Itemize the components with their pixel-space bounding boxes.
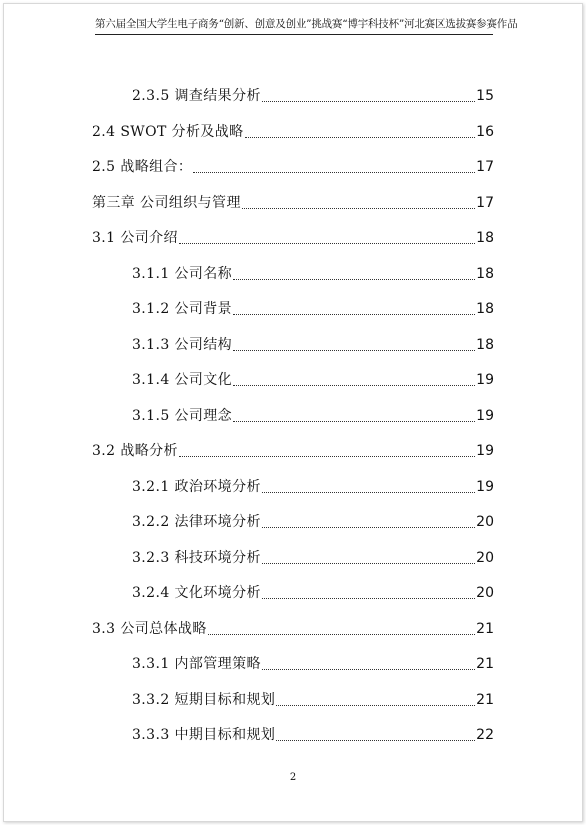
toc-entry[interactable] [132,370,494,390]
page-header: 第六届全国大学生电子商务“创新、创意及创业”挑战赛“博宇科技杯”河北赛区选拔赛参赛作品 [95,18,518,30]
toc-entry[interactable] [132,654,494,674]
toc-entry[interactable] [132,299,494,319]
toc-entry-title: 3.3.2 短期目标和规划 [132,692,276,708]
toc-entry-title: 3.2.1 政治环境分析 [132,479,261,495]
toc-entry-title: 3.1.2 公司背景 [132,301,233,317]
toc-entry-title: 3.2.4 文化环境分析 [132,585,261,601]
toc-entry[interactable] [132,725,494,745]
toc-entry-page: 18 [476,337,494,353]
toc-dot-leader [262,492,475,493]
toc-entry-page: 20 [476,514,494,530]
toc-dot-leader [245,137,476,138]
toc-entry-page: 19 [476,443,494,459]
toc-entry-title: 2.5 战略组合： [92,159,193,175]
toc-entry[interactable] [132,583,494,603]
toc-entry[interactable] [92,193,494,213]
toc-entry-title: 第三章 公司组织与管理 [92,195,241,211]
toc-entry-page: 19 [476,479,494,495]
toc-entry[interactable] [92,157,494,177]
toc-entry-title: 3.3.1 内部管理策略 [132,656,261,672]
toc-entry-title: 3.2 战略分析 [92,443,178,459]
toc-entry-title: 2.4 SWOT 分析及战略 [92,124,244,140]
toc-dot-leader [179,243,475,244]
toc-entry-title: 3.2.3 科技环境分析 [132,550,261,566]
toc-entry[interactable] [92,122,494,142]
toc-entry-title: 3.1 公司介绍 [92,230,178,246]
toc-entry-page: 18 [476,301,494,317]
toc-entry-page: 21 [476,621,494,637]
toc-dot-leader [233,350,475,351]
toc-dot-leader [262,101,475,102]
toc-entry-title: 3.3 公司总体战略 [92,621,207,637]
toc-entry-title: 3.1.3 公司结构 [132,337,233,353]
toc-dot-leader [262,669,475,670]
toc-entry[interactable] [92,441,494,461]
toc-entry-page: 18 [476,230,494,246]
toc-entry[interactable] [132,264,494,284]
toc-entry-page: 17 [476,159,494,175]
toc-dot-leader [262,563,475,564]
toc-entry[interactable] [92,228,494,248]
toc-entry-title: 3.1.1 公司名称 [132,266,233,282]
toc-entry[interactable] [132,690,494,710]
toc-dot-leader [233,279,475,280]
toc-entry-page: 15 [476,88,494,104]
toc-entry-page: 17 [476,195,494,211]
toc-entry-title: 2.3.5 调查结果分析 [132,88,261,104]
toc-entry-page: 19 [476,372,494,388]
toc-dot-leader [276,740,475,741]
toc-dot-leader [233,421,475,422]
page-number: 2 [289,772,297,783]
toc-entry-page: 22 [476,727,494,743]
toc-dot-leader [208,634,475,635]
toc-entry-title: 3.2.2 法律环境分析 [132,514,261,530]
toc-dot-leader [233,314,475,315]
toc-entry-page: 21 [476,656,494,672]
toc-dot-leader [242,208,475,209]
toc-entry-title: 3.3.3 中期目标和规划 [132,727,276,743]
toc-entry[interactable] [132,512,494,532]
toc-entry-page: 20 [476,585,494,601]
toc-entry[interactable] [132,477,494,497]
toc-entry[interactable] [132,548,494,568]
toc-dot-leader [233,385,475,386]
toc-entry-page: 19 [476,408,494,424]
toc-dot-leader [262,527,475,528]
toc-entry-title: 3.1.4 公司文化 [132,372,233,388]
toc-dot-leader [276,705,475,706]
toc-entry-page: 16 [476,124,494,140]
toc-entry[interactable] [132,406,494,426]
toc-dot-leader [193,172,475,173]
toc-entry[interactable] [132,335,494,355]
toc-dot-leader [262,598,475,599]
toc-entry[interactable] [132,86,494,106]
toc-entry-page: 21 [476,692,494,708]
toc-entry[interactable] [92,619,494,639]
toc-entry-page: 18 [476,266,494,282]
toc-dot-leader [179,456,475,457]
toc-entry-page: 20 [476,550,494,566]
toc-entry-title: 3.1.5 公司理念 [132,408,233,424]
